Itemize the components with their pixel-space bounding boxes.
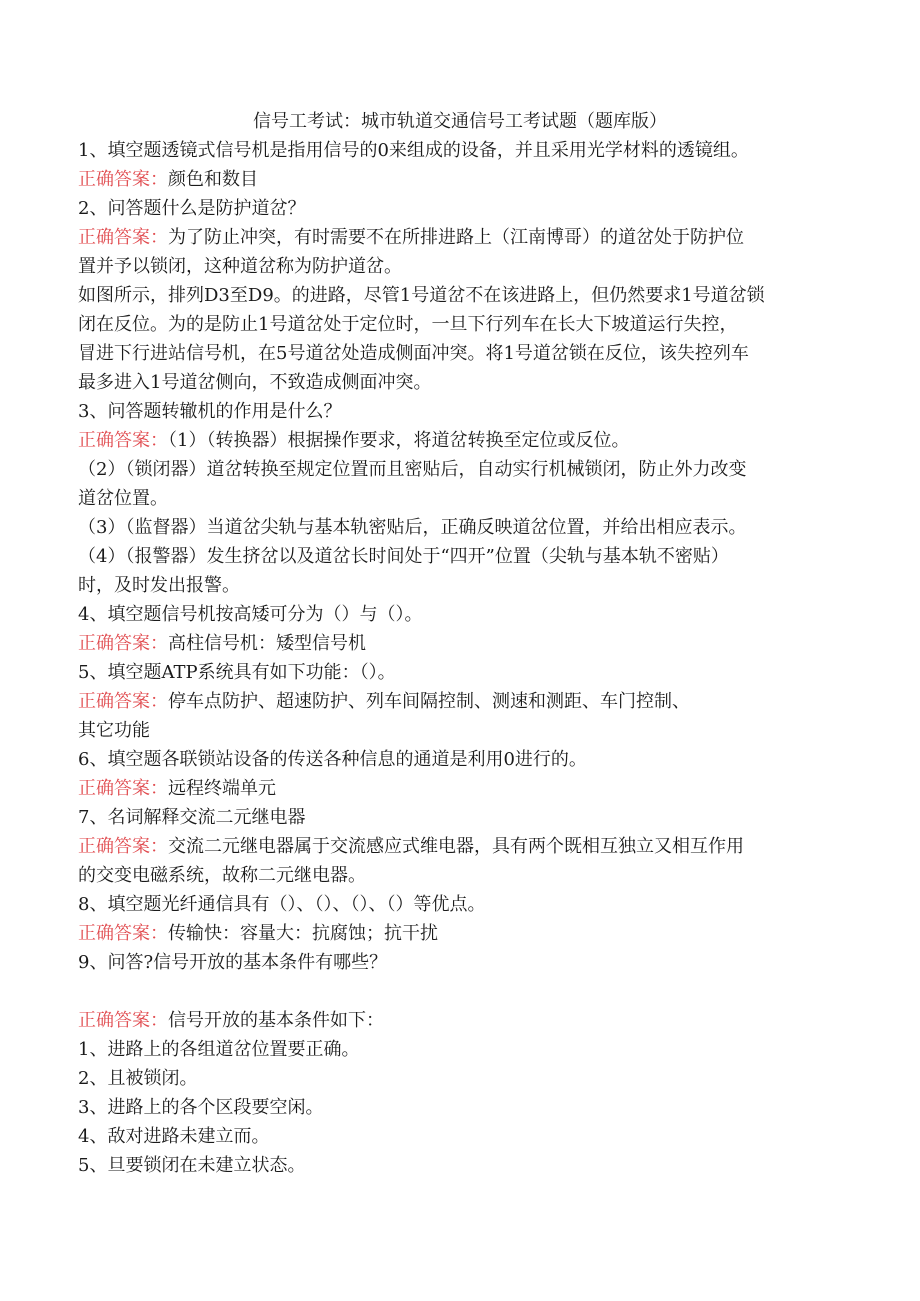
answer-4-line-1	[78, 629, 838, 658]
answer-7-line-1	[78, 832, 838, 861]
question-1: 1、填空题透镜式信号机是指用信号的0来组成的设备，并且采用光学材料的透镜组。	[78, 140, 749, 161]
answer-3-line-4: （3）（监督器）当道岔尖轨与基本轨密贴后，正确反映道岔位置，并给出相应表示。	[78, 517, 747, 538]
answer-5-text: 停车点防护、超速防护、列车间隔控制、测速和测距、车门控制、	[168, 691, 690, 712]
answer-9-line-1	[78, 1006, 838, 1035]
question-8: 8、填空题光纤通信具有（）、（）、（）、（）等优点。	[78, 894, 486, 915]
question-9: 9、问答?信号开放的基本条件有哪些？	[78, 952, 388, 973]
answer-9-line-3: 2、且被锁闭。	[78, 1068, 198, 1089]
answer-3-line-5: （4）（报警器）发生挤岔以及道岔长时间处于“四开”位置（尖轨与基本轨不密贴）	[78, 546, 729, 567]
answer-3-line-1	[78, 426, 838, 455]
answer-3-line-3: 道岔位置。	[78, 488, 168, 509]
answer-2-line-3: 如图所示，排列D3至D9。的进路，尽管1号道岔不在该进路上，但仍然要求1号道岔锁	[78, 285, 765, 306]
question-7: 7、名词解释交流二元继电器	[78, 807, 306, 828]
answer-6-line-1	[78, 774, 838, 803]
answer-2-line-4: 闭在反位。为的是防止1号道岔处于定位时，一旦下行列车在长大下坡道运行失控，	[78, 314, 738, 335]
answer-2-line-5: 冒进下行进站信号机，在5号道岔处造成侧面冲突。将1号道岔锁在反位，该失控列车	[78, 343, 749, 364]
answer-2-text: 为了防止冲突，有时需要不在所排进路上（江南博哥）的道岔处于防护位	[168, 227, 744, 248]
answer-9-text: 信号开放的基本条件如下：	[168, 1010, 384, 1031]
answer-2-line-1	[78, 223, 838, 252]
document-body	[78, 136, 838, 1180]
answer-2-line-2: 置并予以锁闭，这种道岔称为防护道岔。	[78, 256, 402, 277]
answer-9-line-2: 1、进路上的各组道岔位置要正确。	[78, 1039, 360, 1060]
answer-label: 正确答案：	[78, 227, 168, 248]
document-title: 信号工考试：城市轨道交通信号工考试题（题库版）	[253, 111, 667, 132]
answer-9-line-6: 5、旦要锁闭在未建立状态。	[78, 1155, 306, 1176]
answer-label: 正确答案：	[78, 169, 168, 190]
answer-5-line-1	[78, 687, 838, 716]
answer-label: 正确答案：	[78, 778, 168, 799]
spacer	[78, 977, 838, 1006]
question-5: 5、填空题ATP系统具有如下功能：（）。	[78, 662, 396, 683]
answer-7-text: 交流二元继电器属于交流感应式维电器，具有两个既相互独立又相互作用	[168, 836, 744, 857]
answer-label: 正确答案：	[78, 836, 168, 857]
answer-label: 正确答案：	[78, 691, 168, 712]
question-2: 2、问答题什么是防护道岔？	[78, 198, 306, 219]
answer-5-line-2: 其它功能	[78, 720, 150, 741]
answer-6-text: 远程终端单元	[168, 778, 276, 799]
answer-7-line-2: 的交变电磁系统，故称二元继电器。	[78, 865, 366, 886]
answer-8-line-1	[78, 919, 838, 948]
answer-2-line-6: 最多进入1号道岔侧向，不致造成侧面冲突。	[78, 372, 432, 393]
answer-9-line-5: 4、敌对进路未建立而。	[78, 1126, 270, 1147]
answer-1-text: 颜色和数目	[168, 169, 258, 190]
answer-9-line-4: 3、进路上的各个区段要空闲。	[78, 1097, 324, 1118]
answer-4-text: 高柱信号机：矮型信号机	[168, 633, 366, 654]
question-4: 4、填空题信号机按高矮可分为（）与（）。	[78, 604, 423, 625]
answer-3-text: （1）（转换器）根据操作要求，将道岔转换至定位或反位。	[168, 430, 630, 451]
question-3: 3、问答题转辙机的作用是什么？	[78, 401, 342, 422]
answer-3-line-6: 时，及时发出报警。	[78, 575, 240, 596]
answer-label: 正确答案：	[78, 633, 168, 654]
answer-1-line-1	[78, 165, 838, 194]
answer-label: 正确答案：	[78, 923, 168, 944]
answer-3-line-2: （2）（锁闭器）道岔转换至规定位置而且密贴后，自动实行机械锁闭，防止外力改变	[78, 459, 747, 480]
question-6: 6、填空题各联锁站设备的传送各种信息的通道是利用0进行的。	[78, 749, 587, 770]
answer-label: 正确答案：	[78, 430, 168, 451]
answer-label: 正确答案：	[78, 1010, 168, 1031]
answer-8-text: 传输快：容量大：抗腐蚀；抗干扰	[168, 923, 438, 944]
